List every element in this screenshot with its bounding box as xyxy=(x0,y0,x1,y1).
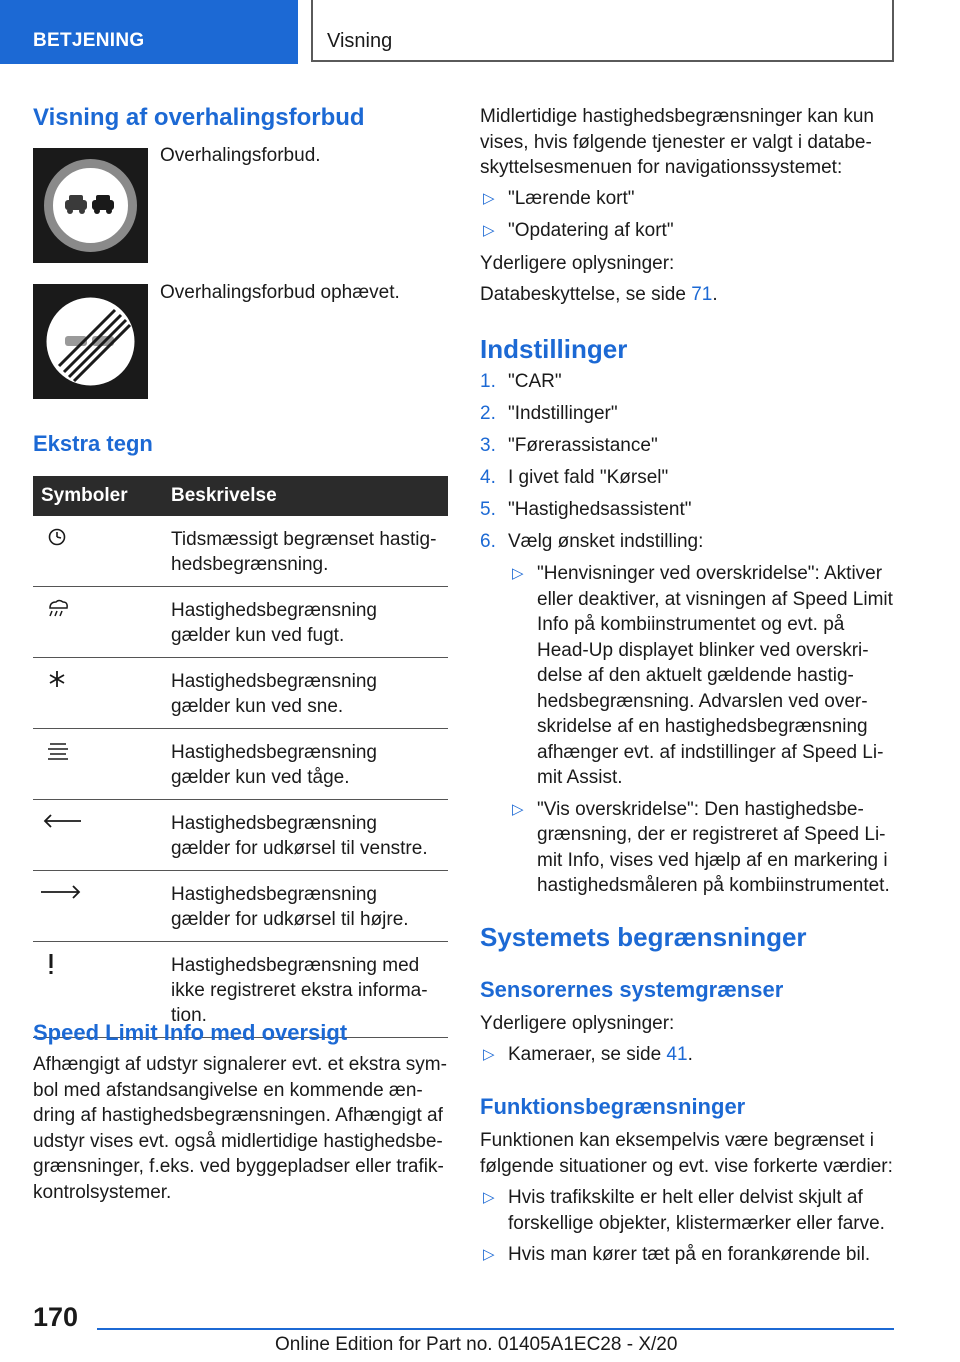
list-item: 1. "CAR" xyxy=(480,371,562,392)
no-overtaking-sign-icon xyxy=(33,148,148,263)
more-info-label: Yderligere oplysninger: xyxy=(480,253,675,274)
heading-settings: Indstillinger xyxy=(480,334,628,364)
camera-page-link[interactable]: 41 xyxy=(666,1044,688,1065)
services-list xyxy=(480,186,898,243)
row-description: Hastighedsbegrænsning gælder for udkørsel til venstre. xyxy=(163,800,448,871)
list-item: 3. "Førerassistance" xyxy=(480,435,658,456)
col-symbols: Symboler xyxy=(33,476,163,516)
list-item: ▷ "Opdatering af kort" xyxy=(480,218,898,244)
list-item: 2. "Indstillinger" xyxy=(480,403,618,424)
bullet-triangle-icon: ▷ xyxy=(483,1046,495,1063)
table-header-row xyxy=(33,476,448,516)
heading-speed-limit-info: Speed Limit Info med oversigt xyxy=(33,1020,348,1045)
list-item: 6. Vælg ønsket indstilling: xyxy=(480,531,704,552)
bullet-triangle-icon: ▷ xyxy=(512,800,524,818)
heading-extra-signs: Ekstra tegn xyxy=(33,431,153,456)
heading-system-limits: Systemets begrænsninger xyxy=(480,922,807,952)
table-row xyxy=(33,587,448,658)
chapter-title: Visning xyxy=(327,30,393,52)
list-item: ▷ "Lærende kort" xyxy=(480,186,898,212)
section-tab xyxy=(0,0,298,64)
list-item: ▷ Hvis man kører tæt på en forankørende bil. xyxy=(480,1242,898,1268)
privacy-page-link[interactable]: 71 xyxy=(691,284,713,305)
rain-icon xyxy=(41,598,81,622)
heading-function-limits: Funktionsbegrænsninger xyxy=(480,1094,746,1119)
chapter-header xyxy=(311,0,894,62)
arrow-left-icon xyxy=(41,811,81,835)
bullet-triangle-icon: ▷ xyxy=(483,1246,495,1263)
list-item: ▷ "Vis overskridelse": Den hastighedsbe-grænsning, der er registreret af Speed Li-mit Info, vises ved hjælp af en markering i hastighedsmåleren på kombiinstrumentet. xyxy=(512,798,890,896)
settings-steps xyxy=(480,369,898,555)
row-description: Hastighedsbegrænsning gælder kun ved sne. xyxy=(163,658,448,729)
extra-signs-table xyxy=(33,476,448,1038)
settings-options-list xyxy=(509,561,899,899)
page-number: 170 xyxy=(33,1302,79,1332)
arrow-right-icon xyxy=(41,882,81,906)
list-item: 4. I givet fald "Kørsel" xyxy=(480,467,669,488)
fog-icon xyxy=(41,740,81,764)
privacy-reference: Databeskyttelse, se side 71. xyxy=(480,284,718,305)
col-description: Beskrivelse xyxy=(163,476,448,516)
bullet-triangle-icon: ▷ xyxy=(483,1189,495,1206)
exclamation-icon xyxy=(41,953,81,977)
footer-divider xyxy=(97,1328,894,1330)
bullet-triangle-icon: ▷ xyxy=(512,565,524,582)
row-description: Hastighedsbegrænsning med ikke registreret ekstra informa-tion. xyxy=(163,942,448,1038)
function-paragraph: Funktionen kan eksempelvis være begrænset i følgende situationer og evt. vise forkerte værdier: xyxy=(480,1130,893,1177)
footer-edition: Online Edition for Part no. 01405A1EC28 - X/20 xyxy=(275,1334,678,1355)
bullet-triangle-icon: ▷ xyxy=(483,190,495,207)
sign1-label: Overhalingsforbud. xyxy=(160,145,321,166)
table-row xyxy=(33,516,448,587)
heading-overtaking: Visning af overhalingsforbud xyxy=(33,104,365,131)
heading-sensor-limits: Sensorernes systemgrænser xyxy=(480,977,784,1002)
table-row xyxy=(33,871,448,942)
no-overtaking-ended-sign-image xyxy=(33,284,148,399)
list-item: ▷ Hvis trafikskilte er helt eller delvist skjult af forskellige objekter, klistermærker eller farve. xyxy=(483,1187,885,1234)
table-row xyxy=(33,658,448,729)
sign2-label: Overhalingsforbud ophævet. xyxy=(160,282,400,303)
row-description: Hastighedsbegrænsning gælder kun ved fugt. xyxy=(163,587,448,658)
sensor-more-info: Yderligere oplysninger: xyxy=(480,1013,675,1034)
speed-limit-paragraph: Afhængigt af udstyr signalerer evt. et ekstra sym-bol med afstandsangivelse en kommende æn-dring af hastighedsbegrænsningen. Afhængigt af udstyr vises evt. også midlertidige hastighedsbe-grænsninger, f.eks. ved byggepladser eller trafik-kontrolsystemer. xyxy=(33,1054,447,1203)
row-description: Hastighedsbegrænsning gælder for udkørsel til højre. xyxy=(163,871,448,942)
table-row xyxy=(33,729,448,800)
clock-icon xyxy=(41,527,81,551)
row-description: Tidsmæssigt begrænset hastig-hedsbegrænsning. xyxy=(163,516,448,587)
snowflake-icon xyxy=(41,669,81,693)
no-overtaking-ended-sign-icon xyxy=(33,284,148,399)
bullet-triangle-icon: ▷ xyxy=(483,221,495,239)
function-limits-list xyxy=(480,1185,898,1268)
list-item: ▷ "Henvisninger ved overskridelse": Aktiver eller deaktiver, at visningen af Speed Limit Info på kombiinstrumentet og evt. på Head-Up displayet blinker ved overskri-delse af den aktuelt gældende hastig-hedsbegrænsning. Advarslen ved over-skridelse af en hastighedsbegrænsning afhænger evt. af indstillinger af Speed Li-mit Assist. xyxy=(512,563,893,788)
intro-paragraph: Midlertidige hastighedsbegrænsninger kan kun vises, hvis følgende tjenester er valgt i databe-skyttelsesmenuen for navigationssystemet: xyxy=(480,106,874,178)
list-item: ▷ Kameraer, se side 41. xyxy=(480,1042,898,1068)
row-description: Hastighedsbegrænsning gælder kun ved tåge. xyxy=(163,729,448,800)
table-row xyxy=(33,800,448,871)
no-overtaking-sign-image xyxy=(33,148,148,263)
camera-list xyxy=(480,1042,898,1068)
section-title: BETJENING xyxy=(33,30,145,51)
list-item: 5. "Hastighedsassistent" xyxy=(480,499,692,520)
